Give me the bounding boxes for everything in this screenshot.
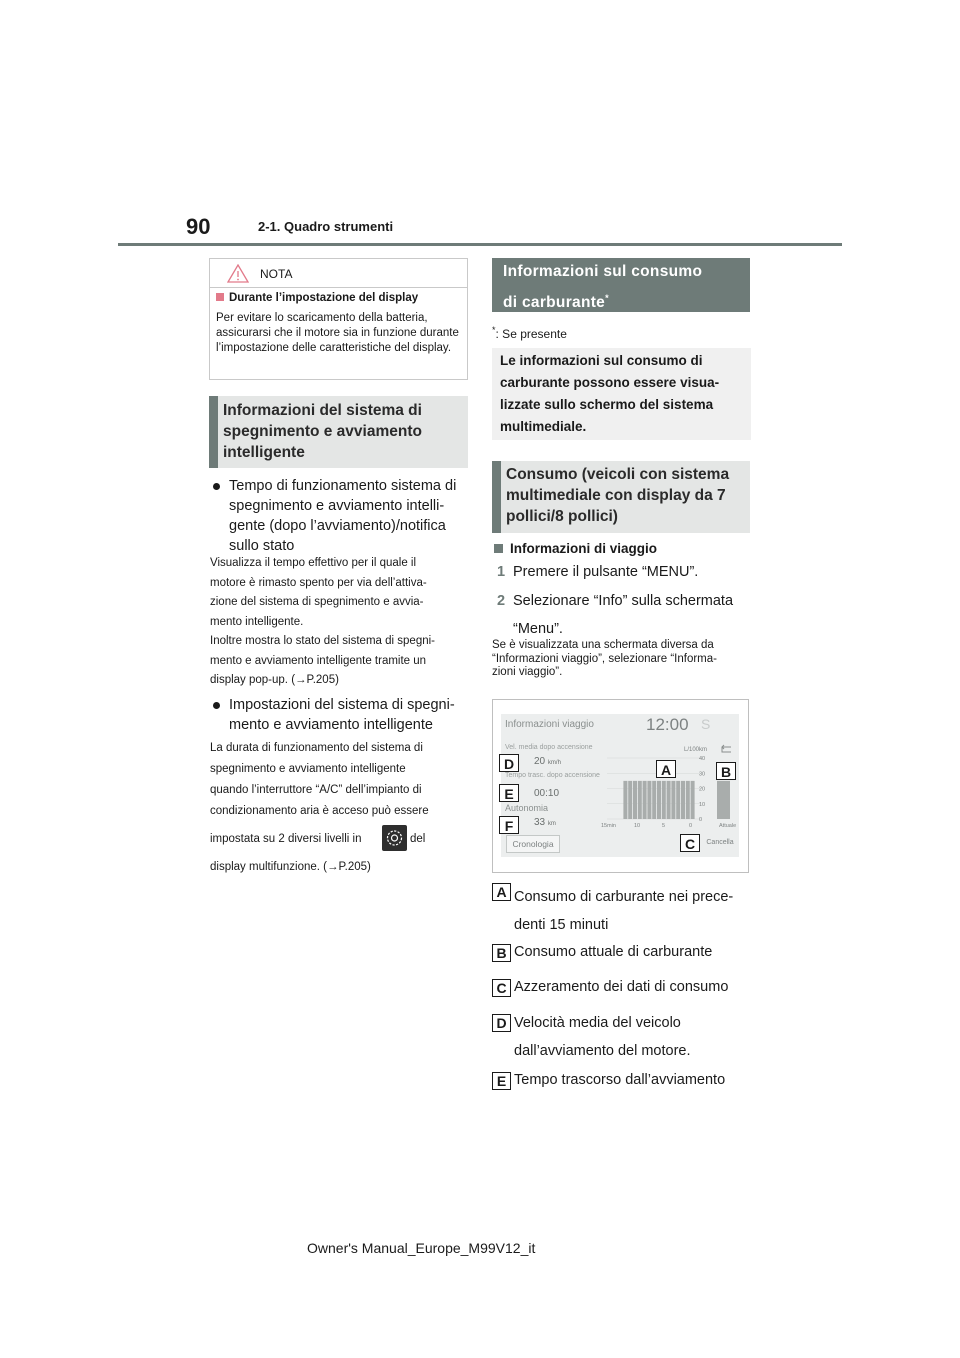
footnote: *: Se presente (492, 325, 567, 341)
legend-key-c: C (492, 979, 511, 997)
elapsed-value: 00:10 (534, 788, 560, 799)
subheading-informazioni-viaggio: Informazioni di viaggio (492, 541, 657, 556)
range-value: 33 km (534, 817, 556, 828)
y-tick-label: 40 (699, 756, 706, 762)
screen-clock: 12:00 (646, 715, 689, 734)
elapsed-label: Tempo trasc. dopo accensione (505, 772, 600, 779)
history-bar (671, 781, 675, 819)
history-bar (633, 781, 637, 819)
paragraph-impostazioni: La durata di funzionamento del sistema di spegnimento e avviamento intelligente quando l’interruttore “A/C” dell’impianto di condizionamento aria è acceso può essere (210, 742, 429, 817)
legend-item-b: B Consumo attuale di carburante (492, 944, 752, 960)
history-bar (676, 781, 680, 819)
multimedia-screen (501, 714, 739, 857)
footer-text: Owner's Manual_Europe_M99V12_it (307, 1240, 536, 1256)
y-tick-label: 0 (699, 817, 703, 823)
x-tick-label: 10 (634, 823, 641, 829)
nota-subtitle: Durante l’impostazione del display (216, 292, 418, 304)
x-tick-label: 0 (689, 823, 693, 829)
paragraph-icon-suffix: del (410, 833, 426, 845)
clear-button[interactable]: Cancella (706, 839, 734, 846)
legend-item-e: E Tempo trascorso dall’avviamento (492, 1072, 752, 1088)
y-tick-label: 20 (699, 786, 706, 793)
x-tick-label: 5 (662, 823, 666, 829)
callout-a: A (656, 760, 676, 778)
step-1: 1 Premere il pulsante “MENU”. (497, 564, 699, 580)
x-tick-label: Attuale (719, 823, 737, 829)
screen-clock-suffix: S (701, 716, 711, 732)
history-button[interactable]: Cronologia (506, 835, 560, 853)
callout-c: C (680, 834, 700, 852)
nota-body: Per evitare lo scaricamento della batteria, assicurarsi che il motore sia in funzione durante l’impostazione delle caratteristiche del display. (216, 312, 459, 354)
chapter-title: 2-1. Quadro strumenti (258, 219, 394, 234)
nota-box (209, 258, 468, 380)
history-bar (657, 781, 661, 819)
y-tick-label: 10 (699, 801, 706, 808)
unit-label: L/100km (684, 747, 708, 753)
avg-speed-label: Vel. media dopo accensione (505, 744, 593, 751)
paragraph-tempo: Visualizza il tempo effettivo per il quale il motore è rimasto spento per via dell’attiva- zione del sistema di spegnimento e avvia- mento intelligente. Inoltre mostra lo stato del sistema di spegni- mento e avviamento intelligente tramite un display pop-up. (→P.205) (210, 557, 435, 686)
section-heading-sistema: Informazioni del sistema di spegnimento e avviamento intelligente (209, 396, 468, 468)
bullet-icon (213, 702, 220, 709)
history-bar (686, 781, 690, 819)
screen-title: Informazioni viaggio (505, 719, 594, 730)
legend-item-d: D Velocità media del veicolo dall’avviamento del motore. (492, 1014, 752, 1065)
header-rule (118, 243, 842, 246)
legend-key-e: E (492, 1072, 511, 1090)
step-2: 2 Selezionare “Info” sulla schermata “Menu”. (497, 593, 734, 637)
callout-f: F (499, 816, 519, 834)
legend-key-b: B (492, 944, 511, 962)
legend-item-c: C Azzeramento dei dati di consumo (492, 979, 752, 995)
gear-icon (382, 825, 407, 851)
callout-b: B (716, 762, 736, 780)
step-note: Se è visualizzata una schermata diversa da “Informazioni viaggio”, selezionare “Informa- zioni viaggio”. (492, 639, 717, 678)
intro-box: Le informazioni sul consumo di carburante possono essere visua- lizzate sullo schermo del sistema multimediale. (492, 348, 751, 440)
current-bar (717, 781, 730, 819)
history-bar (681, 781, 685, 819)
section-heading-consumo: Informazioni sul consumo di carburante* (492, 258, 750, 312)
nota-title: NOTA (260, 267, 293, 281)
display-illustration (492, 699, 749, 873)
y-tick-label: 30 (699, 771, 706, 778)
consumption-chart (501, 714, 739, 857)
callout-e: E (499, 784, 519, 802)
history-bar (647, 781, 651, 819)
history-bar (662, 781, 666, 819)
history-bar (638, 781, 642, 819)
callout-d: D (499, 754, 519, 772)
avg-speed-value: 20 km/h (534, 756, 561, 767)
history-bar (652, 781, 656, 819)
history-bar (628, 781, 632, 819)
nota-header (210, 259, 467, 288)
square-bullet-icon (494, 544, 503, 553)
history-bar (691, 781, 695, 819)
range-label: Autonomia (505, 803, 549, 813)
bullet-item-impostazioni: Impostazioni del sistema di spegni- mento e avviamento intelligente (229, 695, 469, 735)
bullet-item-tempo: Tempo di funzionamento sistema di spegnimento e avviamento intelli- gente (dopo l’avviamento)/notifica sullo stato (229, 476, 469, 556)
square-bullet-icon (216, 293, 224, 301)
x-tick-label: 15min (601, 823, 616, 829)
history-bar (643, 781, 647, 819)
paragraph-icon-line: impostata su 2 diversi livelli in (210, 833, 362, 845)
section-heading-consumo-display: Consumo (veicoli con sistema multimediale con display da 7 pollici/8 pollici) (492, 461, 750, 533)
history-bar (667, 781, 671, 819)
legend-key-d: D (492, 1014, 511, 1032)
legend-key-a: A (492, 883, 511, 901)
paragraph-last-line: display multifunzione. (→P.205) (210, 861, 371, 873)
legend-item-a: A Consumo di carburante nei prece- denti 15 minuti (492, 883, 752, 939)
warning-icon (227, 264, 249, 283)
page-number: 90 (186, 214, 211, 239)
history-bar (623, 781, 627, 819)
bullet-icon (213, 483, 220, 490)
